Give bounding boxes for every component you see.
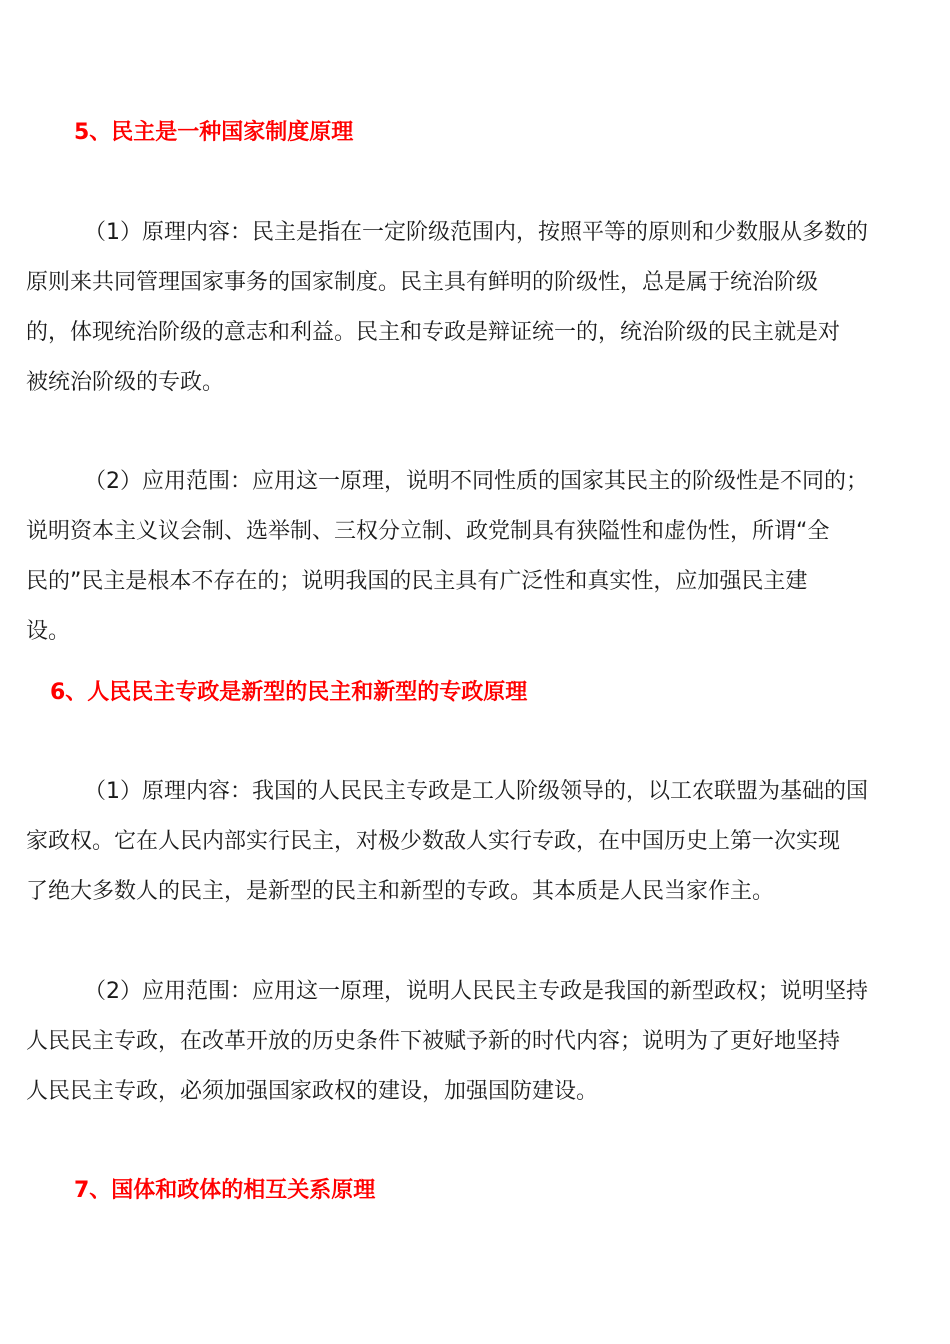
paragraph-line: 说明资本主义议会制、选举制、三权分立制、政党制具有狭隘性和虚伪性，所谓“全 [26, 519, 830, 544]
section-6-application-scope [26, 967, 926, 1117]
paragraph-line: （2）应用范围：应用这一原理，说明不同性质的国家其民主的阶级性是不同的； [84, 469, 868, 494]
paragraph-line: 设。 [26, 619, 71, 644]
paragraph-line: 家政权。它在人民内部实行民主，对极少数敌人实行专政，在中国历史上第一次实现 [26, 829, 841, 854]
paragraph-line: 人民民主专政，在改革开放的历史条件下被赋予新的时代内容；说明为了更好地坚持 [26, 1029, 841, 1054]
section-5-heading: 5、民主是一种国家制度原理 [74, 120, 354, 145]
paragraph-line: （1）原理内容：我国的人民民主专政是工人阶级领导的，以工农联盟为基础的国 [84, 779, 868, 804]
paragraph-line: 人民民主专政，必须加强国家政权的建设，加强国防建设。 [26, 1079, 599, 1104]
section-6-heading: 6、人民民主专政是新型的民主和新型的专政原理 [50, 680, 528, 705]
section-7-heading: 7、国体和政体的相互关系原理 [74, 1178, 376, 1203]
paragraph-line: 了绝大多数人的民主，是新型的民主和新型的专政。其本质是人民当家作主。 [26, 879, 775, 904]
section-6-principle-content [26, 767, 926, 917]
paragraph-line: 被统治阶级的专政。 [26, 370, 225, 395]
section-5-principle-content [26, 208, 926, 408]
paragraph-line: （1）原理内容：民主是指在一定阶级范围内，按照平等的原则和少数服从多数的 [84, 220, 868, 245]
paragraph-line: 原则来共同管理国家事务的国家制度。民主具有鲜明的阶级性，总是属于统治阶级 [26, 270, 819, 295]
paragraph-line: 的，体现统治阶级的意志和利益。民主和专政是辩证统一的，统治阶级的民主就是对 [26, 320, 841, 345]
paragraph-line: 民的”民主是根本不存在的；说明我国的民主具有广泛性和真实性，应加强民主建 [26, 569, 808, 594]
paragraph-line: （2）应用范围：应用这一原理，说明人民民主专政是我国的新型政权；说明坚持 [84, 979, 868, 1004]
section-5-application-scope [26, 457, 926, 657]
